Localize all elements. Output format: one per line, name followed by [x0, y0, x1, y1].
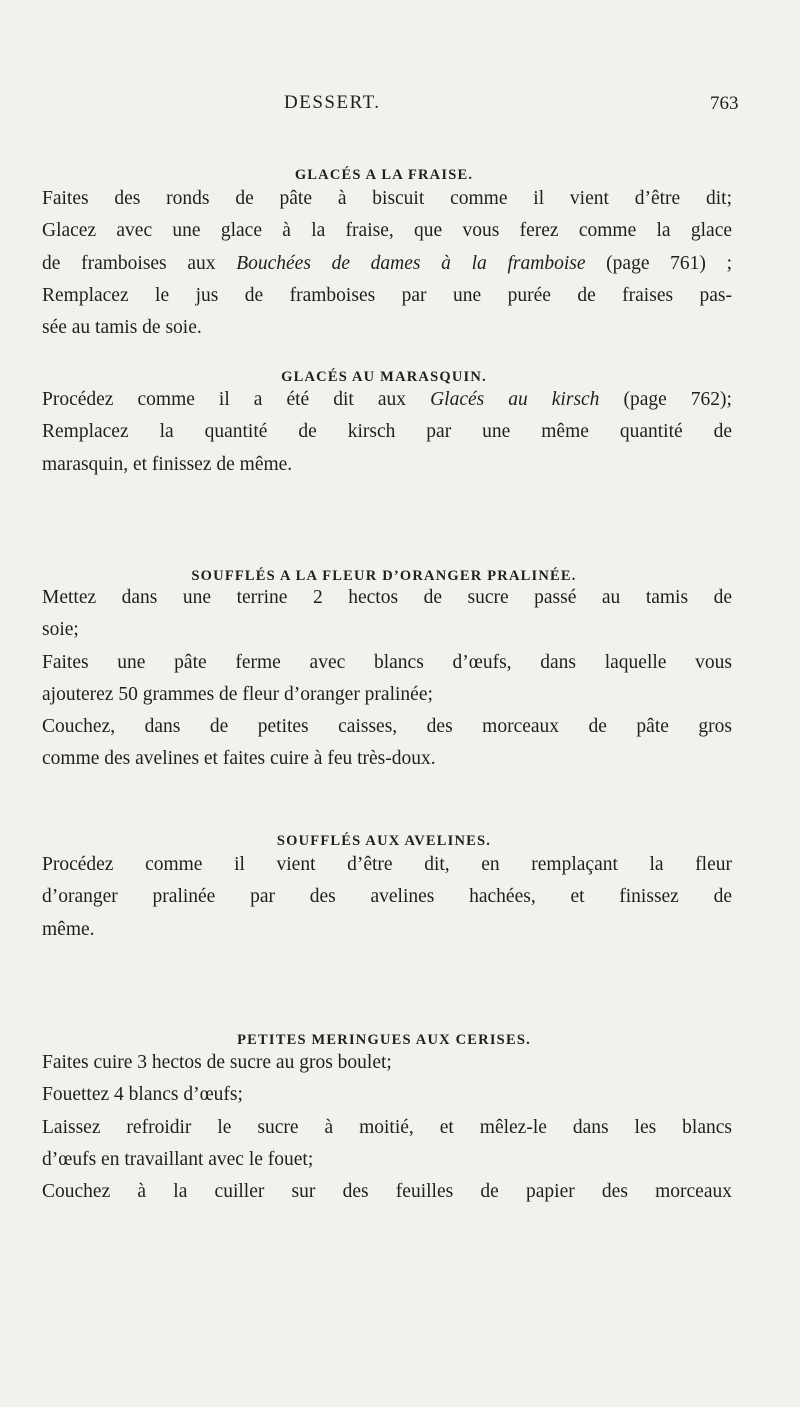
section-body	[42, 849, 732, 946]
text-line: Procédez comme il a été dit aux Glacés au kirsch (page 762);	[42, 389, 732, 410]
text-line: Couchez, dans de petites caisses, des morceaux de pâte gros	[42, 716, 732, 738]
section-body	[42, 384, 732, 481]
running-head-title: DESSERT.	[284, 92, 381, 113]
text-line: Procédez comme il vient d’être dit, en remplaçant la fleur	[42, 854, 732, 875]
text-line: Faites une pâte ferme avec blancs d’œufs, dans laquelle vous	[42, 651, 732, 673]
text-line: ajouterez 50 grammes de fleur d’oranger pralinée;	[42, 683, 433, 705]
text-line: comme des avelines et faites cuire à feu très-doux.	[42, 748, 436, 770]
section-heading: SOUFFLÉS A LA FLEUR D’ORANGER PRALINÉE.	[191, 568, 577, 584]
italic-title: Bouchées de dames à la framboise	[236, 252, 586, 274]
section-heading: SOUFFLÉS AUX AVELINES.	[276, 833, 492, 849]
section-heading: GLACÉS A LA FRAISE.	[294, 167, 474, 183]
section-body	[42, 582, 732, 776]
text-line: Faites cuire 3 hectos de sucre au gros boulet;	[42, 1052, 392, 1073]
section-heading: PETITES MERINGUES AUX CERISES.	[237, 1032, 531, 1048]
text-line: marasquin, et finissez de même.	[42, 453, 293, 475]
italic-title: Glacés au kirsch	[430, 389, 600, 410]
section-body	[42, 183, 732, 344]
text-line: Laissez refroidir le sucre à moitié, et mêlez-le dans les blancs	[42, 1116, 732, 1138]
text-line: soie;	[42, 619, 79, 641]
page-number: 763	[710, 93, 739, 114]
text-line: Remplacez le jus de framboises par une purée de fraises pas-	[42, 284, 732, 306]
text-line: Couchez à la cuiller sur des feuilles de papier des morceaux	[42, 1181, 732, 1203]
section-body	[42, 1047, 732, 1208]
text-line: Fouettez 4 blancs d’œufs;	[42, 1084, 243, 1106]
text-line: Mettez dans une terrine 2 hectos de sucre passé au tamis de	[42, 587, 732, 608]
text-line: de framboises aux Bouchées de dames à la framboise (page 761) ;	[42, 252, 733, 274]
section-heading: GLACÉS AU MARASQUIN.	[281, 369, 487, 385]
text-line: d’oranger pralinée par des avelines hachées, et finissez de	[42, 886, 732, 908]
text-line: Remplacez la quantité de kirsch par une même quantité de	[42, 421, 732, 443]
text-line: Faites des ronds de pâte à biscuit comme il vient d’être dit;	[42, 188, 732, 209]
running-head	[0, 92, 800, 122]
text-line: même.	[42, 918, 95, 940]
text-line: Glacez avec une glace à la fraise, que vous ferez comme la glace	[42, 220, 732, 242]
text-line: sée au tamis de soie.	[42, 317, 202, 339]
text-line: d’œufs en travaillant avec le fouet;	[42, 1148, 314, 1170]
